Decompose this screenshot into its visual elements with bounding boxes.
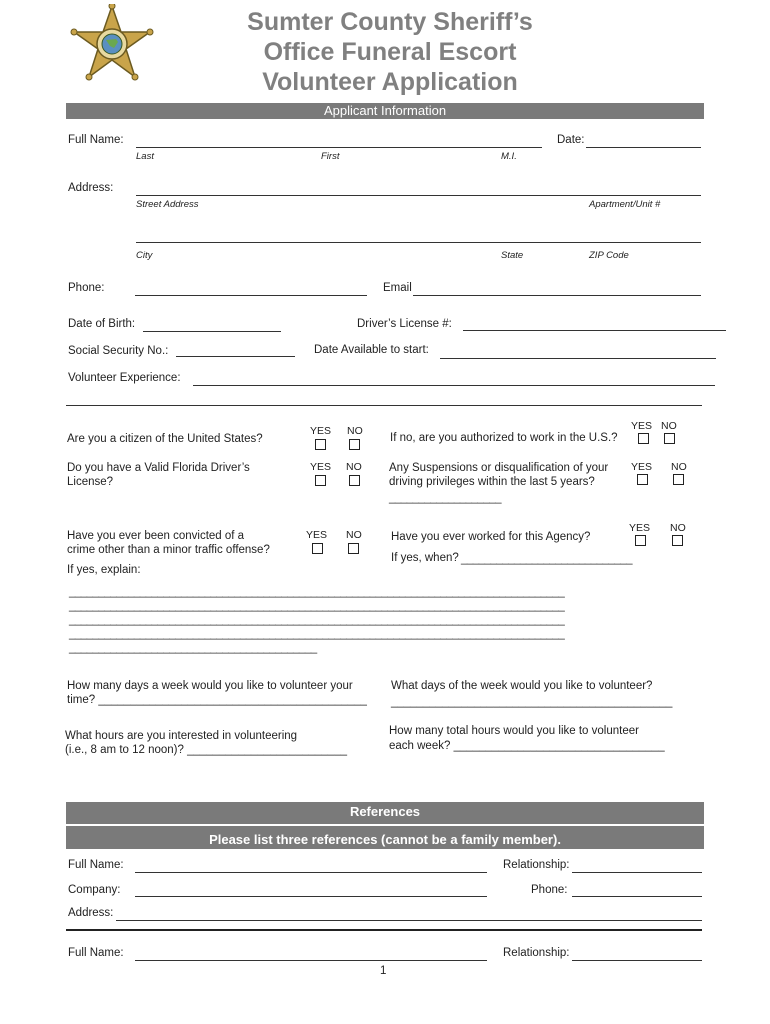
authorized-yes-checkbox[interactable]: [638, 433, 649, 444]
ref1-phone-field[interactable]: [572, 896, 702, 897]
drivers-license-field[interactable]: [463, 330, 726, 331]
authorized-no-checkbox[interactable]: [664, 433, 675, 444]
citizen-yes-label: YES: [310, 425, 332, 437]
worked-agency-no-checkbox[interactable]: [672, 535, 683, 546]
hours-question-line-2[interactable]: (i.e., 8 am to 12 noon)? _________________________: [65, 744, 347, 756]
explain-field-line-5[interactable]: __________________________________________: [69, 642, 317, 654]
authorized-no-label: NO: [661, 420, 677, 432]
volunteer-experience-field[interactable]: [193, 385, 715, 386]
if-yes-when-field[interactable]: _____________________________: [461, 553, 632, 565]
convicted-question-line-2: crime other than a minor traffic offense?: [67, 544, 270, 556]
sheriff-star-logo: [68, 4, 156, 82]
ref1-full-name-field[interactable]: [135, 872, 487, 873]
volunteer-experience-field-2[interactable]: [66, 405, 702, 406]
volunteer-experience-label: Volunteer Experience:: [68, 372, 181, 384]
ref1-full-name-label: Full Name:: [68, 859, 124, 871]
authorized-question: If no, are you authorized to work in the U.S.?: [390, 432, 618, 444]
last-name-sublabel: Last: [136, 151, 154, 162]
middle-initial-sublabel: M.I.: [501, 151, 517, 162]
fl-license-no-label: NO: [346, 461, 362, 473]
email-label: Email: [383, 282, 412, 294]
phone-label: Phone:: [68, 282, 105, 294]
convicted-yes-label: YES: [306, 529, 328, 541]
ref1-phone-label: Phone:: [531, 884, 568, 896]
explain-field-line-1[interactable]: ____________________________________________________________________________________: [69, 586, 565, 598]
fl-license-yes-label: YES: [310, 461, 332, 473]
which-days-field[interactable]: ____________________________________________: [391, 696, 673, 708]
page-title-line-1: Sumter County Sheriff’s: [247, 8, 533, 36]
city-state-zip-field[interactable]: [136, 242, 701, 243]
date-label: Date:: [557, 134, 585, 146]
ref2-relationship-label: Relationship:: [503, 947, 570, 959]
suspension-yes-checkbox[interactable]: [637, 474, 648, 485]
street-address-field[interactable]: [136, 195, 701, 196]
full-name-label: Full Name:: [68, 134, 124, 146]
worked-agency-no-label: NO: [670, 522, 686, 534]
ref2-full-name-label: Full Name:: [68, 947, 124, 959]
which-days-question-line-1: What days of the week would you like to volunteer?: [391, 680, 653, 692]
references-section-header: References: [66, 802, 704, 824]
drivers-license-label: Driver’s License #:: [357, 318, 452, 330]
page-number: 1: [380, 965, 387, 977]
explain-field-line-2[interactable]: ____________________________________________________________________________________: [69, 600, 565, 612]
first-name-sublabel: First: [321, 151, 340, 162]
dob-label: Date of Birth:: [68, 318, 136, 330]
ssn-label: Social Security No.:: [68, 345, 169, 357]
page-title-line-2: Office Funeral Escort: [263, 38, 517, 66]
citizen-yes-checkbox[interactable]: [315, 439, 326, 450]
hours-question-line-1: What hours are you interested in volunteering: [65, 730, 298, 742]
date-available-label: Date Available to start:: [314, 344, 429, 356]
worked-agency-question: Have you ever worked for this Agency?: [391, 531, 591, 543]
worked-agency-yes-label: YES: [629, 522, 651, 534]
apartment-sublabel: Apartment/Unit #: [589, 199, 661, 210]
full-name-field[interactable]: [136, 147, 542, 148]
convicted-question-line-1: Have you ever been convicted of a: [67, 530, 245, 542]
convicted-no-checkbox[interactable]: [348, 543, 359, 554]
date-available-field[interactable]: [440, 358, 716, 359]
explain-label: If yes, explain:: [67, 564, 141, 576]
suspension-explain-field[interactable]: ___________________: [389, 492, 502, 504]
fl-license-no-checkbox[interactable]: [349, 475, 360, 486]
suspension-no-label: NO: [671, 461, 687, 473]
suspension-yes-label: YES: [631, 461, 653, 473]
convicted-no-label: NO: [346, 529, 362, 541]
zip-sublabel: ZIP Code: [589, 250, 629, 261]
dob-field[interactable]: [143, 331, 281, 332]
total-hours-question-line-1: How many total hours would you like to volunteer: [389, 725, 639, 737]
worked-agency-yes-checkbox[interactable]: [635, 535, 646, 546]
ssn-field[interactable]: [176, 356, 295, 357]
citizen-question: Are you a citizen of the United States?: [67, 433, 263, 445]
ref1-relationship-field[interactable]: [572, 872, 702, 873]
address-label: Address:: [68, 182, 114, 194]
explain-field-line-3[interactable]: ____________________________________________________________________________________: [69, 614, 565, 626]
authorized-yes-label: YES: [631, 420, 653, 432]
email-field[interactable]: [413, 295, 701, 296]
explain-field-line-4[interactable]: ____________________________________________________________________________________: [69, 628, 565, 640]
citizen-no-checkbox[interactable]: [349, 439, 360, 450]
ref1-company-label: Company:: [68, 884, 121, 896]
ref1-relationship-label: Relationship:: [503, 859, 570, 871]
fl-license-yes-checkbox[interactable]: [315, 475, 326, 486]
street-address-sublabel: Street Address: [136, 199, 199, 210]
phone-field[interactable]: [135, 295, 367, 296]
ref1-address-label: Address:: [68, 907, 114, 919]
citizen-no-label: NO: [347, 425, 363, 437]
suspension-question-line-2: driving privileges within the last 5 years?: [389, 476, 595, 488]
ref2-relationship-field[interactable]: [572, 960, 702, 961]
convicted-yes-checkbox[interactable]: [312, 543, 323, 554]
days-per-week-question-line-2[interactable]: time? __________________________________________: [67, 694, 367, 706]
if-yes-when-label: If yes, when?: [391, 552, 459, 564]
reference-divider: [66, 929, 702, 931]
fl-license-question-line-2: License?: [67, 476, 114, 488]
references-subtitle: Please list three references (cannot be a family member).: [66, 826, 704, 849]
total-hours-question-line-2[interactable]: each week? _________________________________: [389, 740, 665, 752]
city-sublabel: City: [136, 250, 153, 261]
state-sublabel: State: [501, 250, 524, 261]
ref1-company-field[interactable]: [135, 896, 487, 897]
days-per-week-question-line-1: How many days a week would you like to volunteer your: [67, 680, 353, 692]
suspension-no-checkbox[interactable]: [673, 474, 684, 485]
ref1-address-field[interactable]: [116, 920, 702, 921]
fl-license-question-line-1: Do you have a Valid Florida Driver’s: [67, 462, 250, 474]
ref2-full-name-field[interactable]: [135, 960, 487, 961]
date-field[interactable]: [586, 147, 701, 148]
suspension-question-line-1: Any Suspensions or disqualification of your: [389, 462, 609, 474]
page-title-line-3: Volunteer Application: [262, 68, 518, 96]
applicant-section-header: Applicant Information: [66, 103, 704, 119]
